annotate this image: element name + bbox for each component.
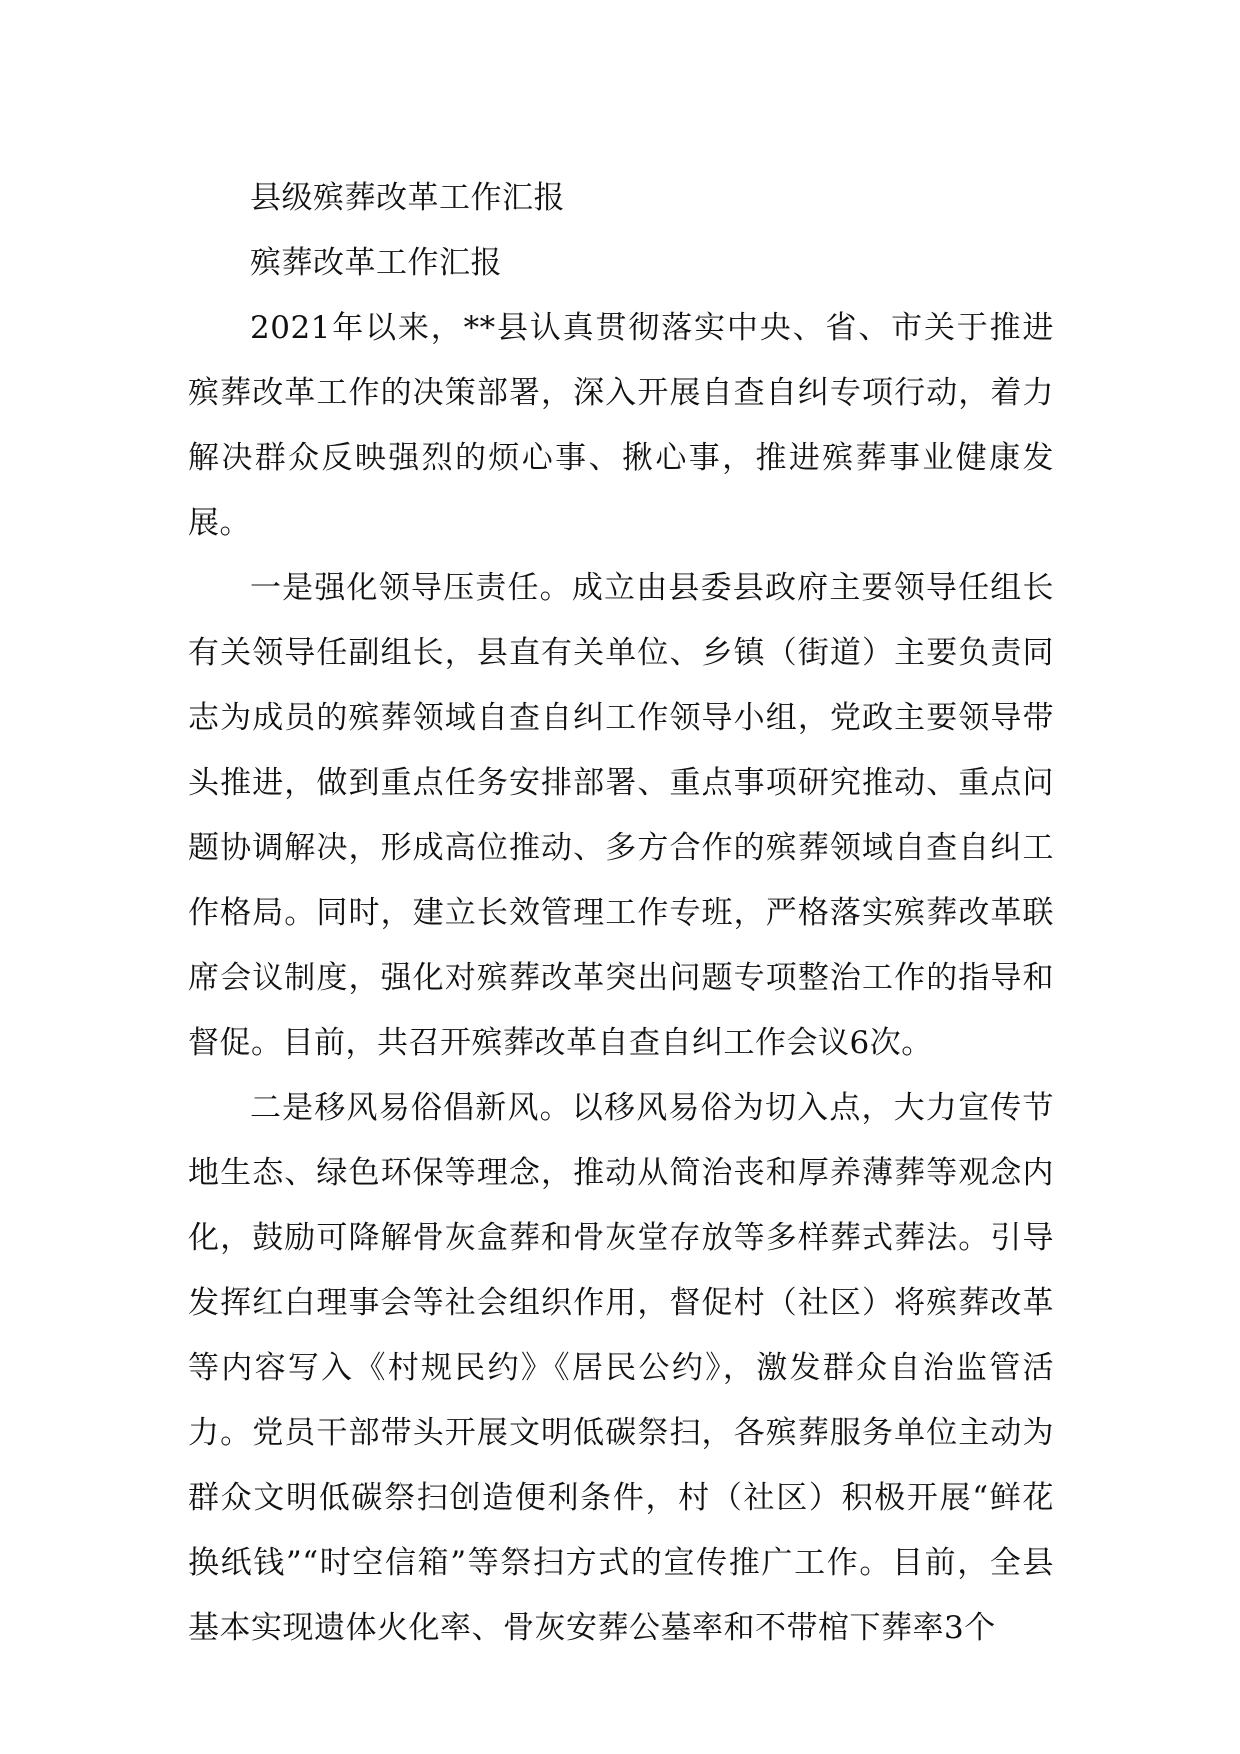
paragraph-intro: 2021年以来，**县认真贯彻落实中央、省、市关于推进殡葬改革工作的决策部署，深入开展自查自纠专项行动，着力解决群众反映强烈的烦心事、揪心事，推进殡葬事业健康发展。 [188,310,1054,541]
document-subtitle: 殡葬改革工作汇报 [250,245,502,281]
document-title: 县级殡葬改革工作汇报 [250,180,565,216]
document-body [188,166,1054,1661]
paragraph-customs: 二是移风易俗倡新风。以移风易俗为切入点，大力宣传节地生态、绿色环保等理念，推动从简治丧和厚养薄葬等观念内化，鼓励可降解骨灰盒葬和骨灰堂存放等多样葬式葬法。引导发挥红白理事会等社会组织作用，督促村（社区）将殡葬改革等内容写入《村规民约》《居民公约》，激发群众自治监管活力。党员干部带头开展文明低碳祭扫，各殡葬服务单位主动为群众文明低碳祭扫创造便利条件，村（社区）积极开展“鲜花换纸钱”“时空信箱”等祭扫方式的宣传推广工作。目前，全县基本实现遗体火化率、骨灰安葬公墓率和不带棺下葬率3个 [188,1090,1054,1646]
paragraph-leadership: 一是强化领导压责任。成立由县委县政府主要领导任组长有关领导任副组长，县直有关单位、乡镇（街道）主要负责同志为成员的殡葬领域自查自纠工作领导小组，党政主要领导带头推进，做到重点任务安排部署、重点事项研究推动、重点问题协调解决，形成高位推动、多方合作的殡葬领域自查自纠工作格局。同时，建立长效管理工作专班，严格落实殡葬改革联席会议制度，强化对殡葬改革突出问题专项整治工作的指导和督促。目前，共召开殡葬改革自查自纠工作会议6次。 [188,570,1054,1061]
